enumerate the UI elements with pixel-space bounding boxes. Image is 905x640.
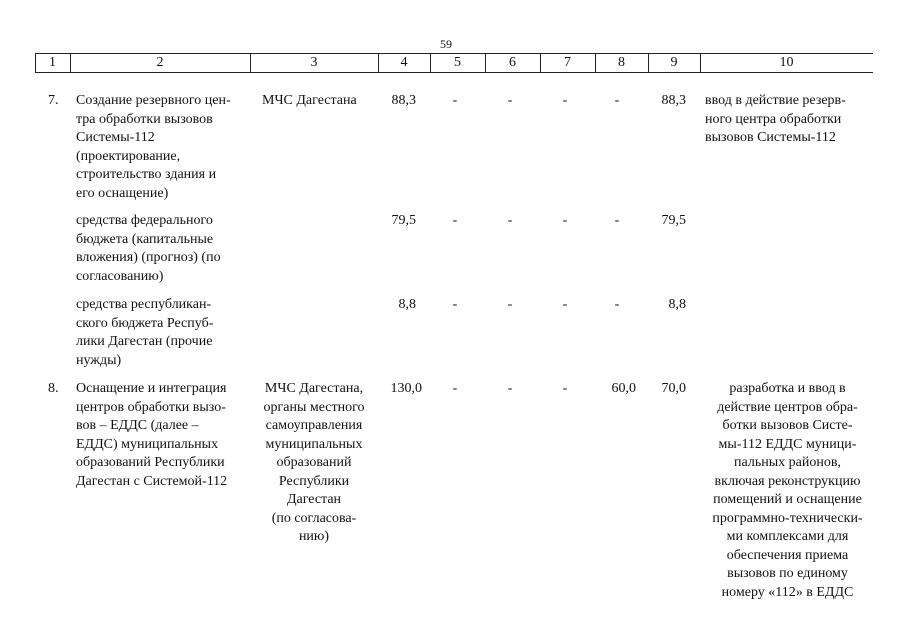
row-result: ввод в действие резерв- ного центра обработки вызовов Системы-112 — [705, 93, 846, 145]
value-col-9: 88,3 — [661, 93, 686, 108]
row-number: 8. — [48, 381, 59, 396]
row-name: Оснащение и интеграция центров обработки вызо- вов – ЕДДС (далее – ЕДДС) муниципальных образований Республики Дагестан с Системой-112 — [76, 381, 228, 489]
value-col-6: - — [507, 297, 513, 312]
value-col-8: - — [614, 213, 620, 228]
value-col-5: - — [452, 381, 458, 396]
row-name: Создание резервного цен- тра обработки вызовов Системы-112 (проектирование, строительство здания и его оснащение) — [76, 93, 231, 201]
value-col-9: 79,5 — [661, 213, 686, 228]
row-result: разработка и ввод в действие центров обра- ботки вызовов Систе- мы-112 ЕДДС муници- пальных районов, включая реконструкцию помещений и оснащение программно-технически- ми комплексами для обеспечения приема вызовов по единому номеру «112» в ЕДДС — [712, 381, 863, 600]
value-col-6: - — [507, 213, 513, 228]
header-col-8: 8 — [618, 55, 625, 70]
header-col-2: 2 — [156, 55, 164, 70]
header-col-7: 7 — [564, 55, 571, 70]
value-col-8: - — [614, 93, 620, 108]
header-col-9: 9 — [670, 55, 678, 70]
header-col-6: 6 — [509, 55, 516, 70]
value-col-8: 60,0 — [611, 381, 636, 396]
value-col-7: - — [562, 297, 568, 312]
value-col-5: - — [452, 213, 458, 228]
page-number: 59 — [440, 37, 452, 51]
row-number: 7. — [48, 93, 59, 108]
header-bottom-rule — [35, 72, 873, 73]
header-col-5: 5 — [454, 55, 461, 70]
header-col-4: 4 — [400, 55, 408, 70]
value-col-6: - — [507, 381, 513, 396]
value-col-9: 8,8 — [668, 297, 686, 312]
value-col-9: 70,0 — [661, 381, 686, 396]
row-name: средства федерального бюджета (капитальные вложения) (прогноз) (по согласованию) — [76, 213, 221, 284]
value-col-4: 8,8 — [398, 297, 416, 312]
value-col-4: 79,5 — [391, 213, 416, 228]
value-col-8: - — [614, 297, 620, 312]
header-col-10: 10 — [779, 55, 794, 70]
value-col-7: - — [562, 213, 568, 228]
value-col-4: 88,3 — [391, 93, 416, 108]
value-col-7: - — [562, 381, 568, 396]
value-col-5: - — [452, 93, 458, 108]
value-col-6: - — [507, 93, 513, 108]
row-executor: МЧС Дагестана — [262, 93, 357, 108]
value-col-5: - — [452, 297, 458, 312]
row-name: средства республикан- ского бюджета Респуб- лики Дагестан (прочие нужды) — [76, 297, 214, 368]
value-col-7: - — [562, 93, 568, 108]
header-col-1: 1 — [49, 55, 56, 70]
header-col-3: 3 — [310, 55, 318, 70]
row-executor: МЧС Дагестана, органы местного самоуправления муниципальных образований Республики Дагестан (по согласова- нию) — [263, 381, 365, 544]
value-col-4: 130,0 — [390, 381, 422, 396]
